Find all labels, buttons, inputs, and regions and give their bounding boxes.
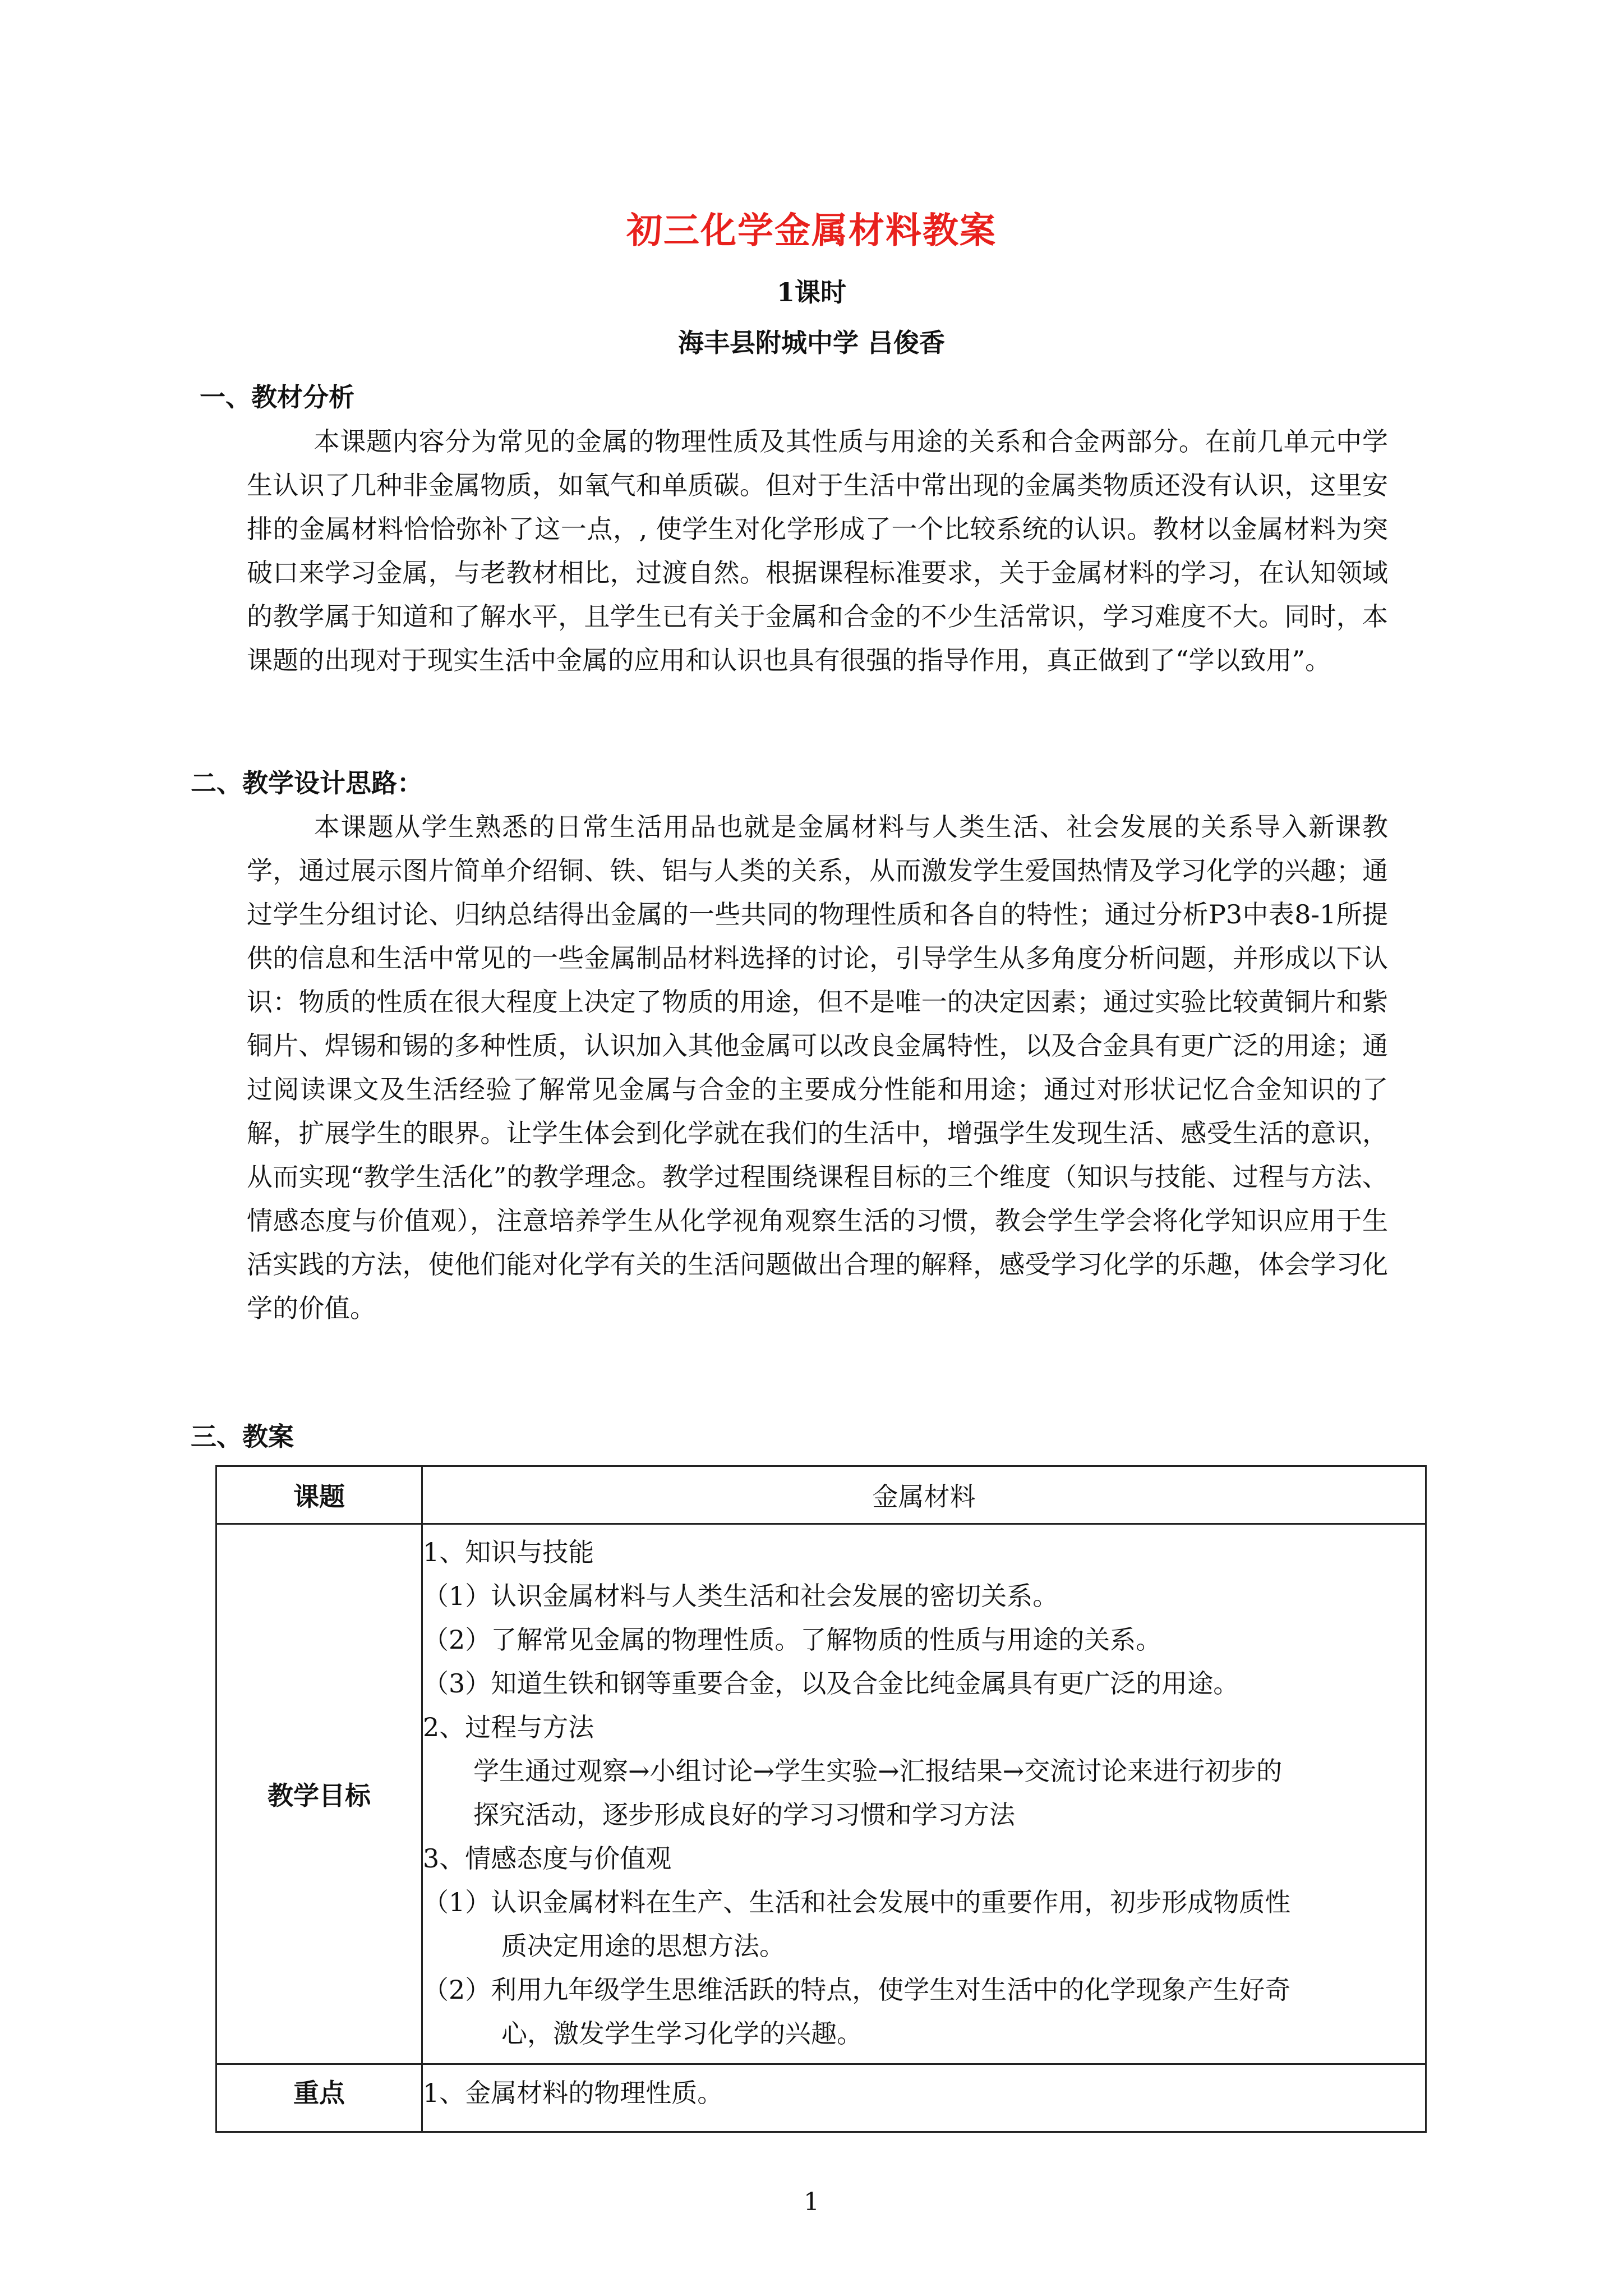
objective-item: 学生通过观察→小组讨论→学生实验→汇报结果→交流讨论来进行初步的	[473, 1756, 1283, 1786]
section-heading-design: 二、教学设计思路：	[191, 768, 423, 798]
row-label-objectives: 教学目标	[216, 1524, 422, 2064]
class-period: 1课时	[776, 277, 846, 307]
objective-item: （1）认识金属材料与人类生活和社会发展的密切关系。	[423, 1581, 1059, 1611]
table-row	[216, 1524, 1426, 2064]
objective-item: （1）认识金属材料在生产、生活和社会发展中的重要作用，初步形成物质性	[423, 1887, 1291, 1917]
objective-item-continued: 质决定用途的思想方法。	[501, 1931, 785, 1961]
row-label-key-point: 重点	[216, 2064, 422, 2132]
section-heading-plan: 三、教案	[191, 1421, 294, 1452]
table-row	[216, 1466, 1426, 1524]
objective-item: （2）利用九年级学生思维活跃的特点，使学生对生活中的化学现象产生好奇	[423, 1975, 1291, 2005]
document-title: 初三化学金属材料教案	[626, 210, 997, 252]
section-text-analysis: 本课题内容分为常见的金属的物理性质及其性质与用途的关系和合金两部分。在前几单元中学生认识了几种非金属物质，如氧气和单质碳。但对于生活中常出现的金属类物质还没有认识，这里安排的金属材料恰恰弥补了这一点，, 使学生对化学形成了一个比较系统的认识。教材以金属材料为突破口来学习金属，与老教材相比，过渡自然。根据课程标准要求，关于金属材料的学习，在认知领域的教学属于知道和了解水平，且学生已有关于金属和合金的不少生活常识，学习难度不大。同时，本课题的出现对于现实生活中金属的应用和认识也具有很强的指导作用，真正做到了“学以致用”。	[247, 426, 1388, 675]
objective-heading: 2、过程与方法	[423, 1712, 594, 1742]
objective-item-continued: 探究活动，逐步形成良好的学习习惯和学习方法	[473, 1800, 1015, 1830]
topic-value: 金属材料	[422, 1466, 1426, 1524]
objective-item: （2）了解常见金属的物理性质。了解物质的性质与用途的关系。	[423, 1625, 1162, 1655]
table-row	[216, 2064, 1426, 2132]
lesson-plan-table	[215, 1465, 1427, 2133]
objective-item: （3）知道生铁和钢等重要合金，以及合金比纯金属具有更广泛的用途。	[423, 1668, 1239, 1699]
author-line: 海丰县附城中学 吕俊香	[677, 328, 945, 358]
objective-item-continued: 心，激发学生学习化学的兴趣。	[501, 2018, 863, 2049]
row-label-topic: 课题	[216, 1466, 422, 1524]
section-heading-analysis: 一、教材分析	[200, 382, 354, 412]
key-point-value: 1、金属材料的物理性质。	[422, 2064, 1426, 2132]
section-text-design: 本课题从学生熟悉的日常生活用品也就是金属材料与人类生活、社会发展的关系导入新课教学，通过展示图片简单介绍铜、铁、铝与人类的关系，从而激发学生爱国热情及学习化学的兴趣；通过学生分组讨论、归纳总结得出金属的一些共同的物理性质和各自的特性；通过分析P3中表8-1所提供的信息和生活中常见的一些金属制品材料选择的讨论，引导学生从多角度分析问题，并形成以下认识：物质的性质在很大程度上决定了物质的用途，但不是唯一的决定因素；通过实验比较黄铜片和紫铜片、焊锡和锡的多种性质，认识加入其他金属可以改良金属特性，以及合金具有更广泛的用途；通过阅读课文及生活经验了解常见金属与合金的主要成分性能和用途；通过对形状记忆合金知识的了解，扩展学生的眼界。让学生体会到化学就在我们的生活中，增强学生发现生活、感受生活的意识，从而实现“教学生活化”的教学理念。教学过程围绕课程目标的三个维度（知识与技能、过程与方法、情感态度与价值观），注意培养学生从化学视角观察生活的习惯，教会学生学会将化学知识应用于生活实践的方法，使他们能对化学有关的生活问题做出合理的解释，感受学习化学的乐趣，体会学习化学的价值。	[247, 812, 1388, 1323]
objective-heading: 1、知识与技能	[423, 1537, 594, 1567]
objective-heading: 3、情感态度与价值观	[423, 1843, 672, 1874]
page-number: 1	[804, 2188, 819, 2216]
objectives-content	[422, 1524, 1426, 2064]
